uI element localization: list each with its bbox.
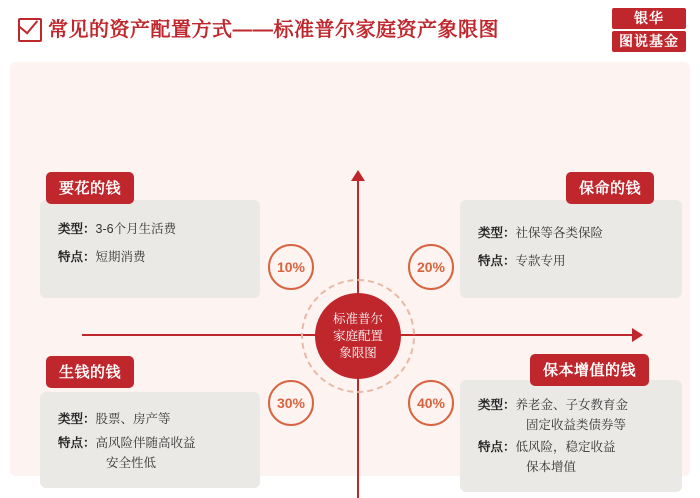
percent-bubble-bottom-right: 40% [408,380,454,426]
row-value: 高风险伴随高收益 [95,436,196,450]
center-line-2: 家庭配置 [332,328,383,343]
percent-bubble-bottom-left: 30% [268,380,314,426]
row-key: 特点： [58,436,96,450]
center-line-3: 象限图 [339,345,377,360]
arrow-right-icon [632,328,643,342]
row-value: 股票、房产等 [95,412,171,426]
quadrant-bottom-left-row-feature [58,434,196,453]
row-value: 低风险，稳定收益 [515,440,616,454]
arrow-up-icon [351,170,365,181]
quadrant-bottom-left-extra-line: 安全性低 [106,456,157,470]
quadrant-label-bottom-left: 生钱的钱 [46,356,134,388]
diagram-panel [10,62,690,476]
quadrant-box-top-right [460,200,682,298]
row-key: 类型： [58,412,96,426]
quadrant-top-left-row-type [58,220,176,239]
quadrant-top-right-row-type [478,224,603,243]
checkbox-check-icon [18,18,42,42]
row-key: 特点： [58,250,96,264]
row-key: 类型： [58,222,96,236]
row-value: 社保等各类保险 [515,226,604,240]
quadrant-top-left-row-feature [58,248,146,267]
page-title: 常见的资产配置方式——标准普尔家庭资产象限图 [48,19,499,41]
quadrant-label-bottom-right: 保本增值的钱 [530,354,649,386]
quadrant-label-top-left: 要花的钱 [46,172,134,204]
row-value: 专款专用 [515,254,566,268]
quadrant-bottom-right-row-feature [478,438,616,457]
quadrant-bottom-left-row-type [58,410,171,429]
percent-bubble-top-left: 10% [268,244,314,290]
row-key: 特点： [478,440,516,454]
row-key: 类型： [478,398,516,412]
center-line-1: 标准普尔 [332,311,383,326]
quadrant-bottom-right-extra-line-2: 保本增值 [526,460,577,474]
quadrant-label-top-right: 保命的钱 [566,172,654,204]
row-value: 3-6个月生活费 [95,222,177,236]
quadrant-top-right-row-feature [478,252,566,271]
brand-line-1: 银华 [612,8,686,29]
row-key: 特点： [478,254,516,268]
quadrant-bottom-right-row-type [478,396,628,415]
row-key: 类型： [478,226,516,240]
quadrant-bottom-right-extra-line-1: 固定收益类债券等 [526,418,627,432]
center-circle-label [315,293,401,379]
row-value: 短期消费 [95,250,146,264]
brand-line-2: 图说基金 [612,31,686,52]
row-value: 养老金、子女教育金 [515,398,629,412]
brand-logo [612,8,686,52]
percent-bubble-top-right: 20% [408,244,454,290]
header [0,0,700,62]
